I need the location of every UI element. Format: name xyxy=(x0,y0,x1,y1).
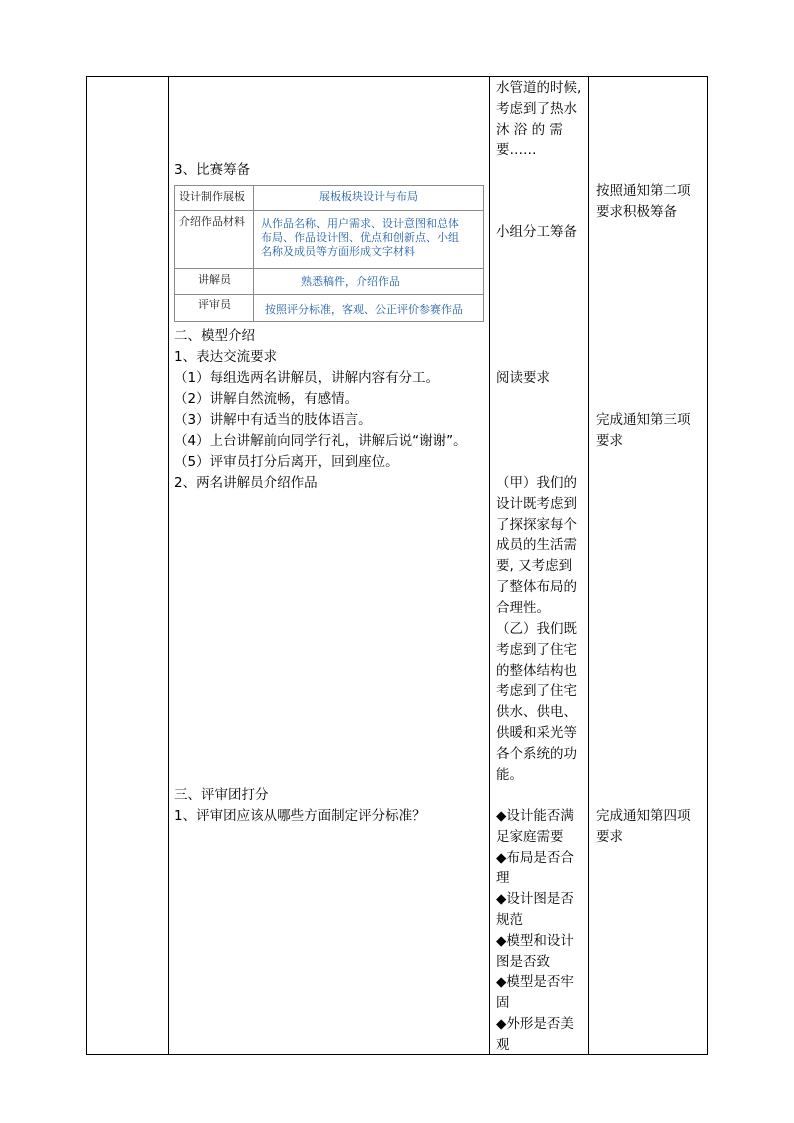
note-line: 要求 xyxy=(596,432,623,449)
activity-line: 水管道的时候, xyxy=(496,80,582,96)
section-competition-prep-title: 3、比赛筹备 xyxy=(174,162,251,178)
prep-label-narrator: 讲解员 xyxy=(198,273,231,286)
activity-line: 供暖和采光等 xyxy=(496,724,577,741)
note-judging xyxy=(596,806,706,848)
prep-value-material-line: 从作品名称、用户需求、设计意图和总体 xyxy=(261,217,459,230)
criteria-line: 固 xyxy=(496,995,510,1012)
activity-line: 能。 xyxy=(496,766,523,783)
requirement-item: （1）每组选两名讲解员，讲解内容有分工。 xyxy=(174,370,440,386)
prep-table-row-line xyxy=(175,210,483,211)
table-bottom-border xyxy=(86,1054,708,1055)
section-model-intro-title: 二、模型介绍 xyxy=(174,328,255,344)
prep-value-material-line: 名称及成员等方面形成文字材料 xyxy=(261,245,415,258)
table-top-border xyxy=(86,76,708,77)
prep-value-board: 展板板块设计与布局 xyxy=(319,190,418,203)
prep-table-row-line xyxy=(175,268,483,269)
activity-line: 要…… xyxy=(496,142,537,159)
activity-line: 小组分工筹备 xyxy=(496,224,577,240)
prep-label-board: 设计制作展板 xyxy=(179,190,245,203)
activity-line: 考虑到了热水 xyxy=(496,100,577,117)
criteria-line: 观 xyxy=(496,1036,510,1053)
note-line: 要求 xyxy=(596,828,623,845)
prep-table-row-line xyxy=(175,294,483,295)
criteria-line: 图是否致 xyxy=(496,953,550,970)
column-divider-2 xyxy=(489,76,490,1055)
activity-line: 沐 浴 的 需 xyxy=(496,121,563,138)
read-requirements-text xyxy=(496,368,586,389)
activity-line: 要, 又考虑到 xyxy=(496,558,573,575)
column-divider-3 xyxy=(588,76,589,1055)
sample-intro-jia xyxy=(496,473,586,619)
criteria-line: 足家庭需要 xyxy=(496,828,564,845)
prep-label-judge: 评审员 xyxy=(198,298,231,311)
table-left-border xyxy=(86,76,87,1055)
column-divider-1 xyxy=(168,76,169,1055)
note-prep xyxy=(596,181,706,223)
prep-table-divider xyxy=(253,186,254,321)
requirement-item: （2）讲解自然流畅，有感情。 xyxy=(174,391,359,407)
criteria-line: 理 xyxy=(496,870,510,887)
prep-value-narrator: 熟悉稿件，介绍作品 xyxy=(301,275,400,288)
prep-table xyxy=(174,185,484,322)
section-judging-title: 三、评审团打分 xyxy=(174,787,269,803)
criteria-line: ◆模型是否牢 xyxy=(496,974,574,991)
judging-criteria-list xyxy=(496,806,586,1056)
note-intro xyxy=(596,410,706,452)
expression-requirements-title: 1、表达交流要求 xyxy=(174,349,278,365)
activity-line: 了探探家每个 xyxy=(496,516,577,533)
prep-value-material-line: 布局、作品设计图、优点和创新点、小组 xyxy=(261,231,459,244)
criteria-line: 规范 xyxy=(496,911,523,928)
judging-question: 1、评审团应该从哪些方面制定评分标准？ xyxy=(174,808,426,824)
activity-line: 设计既考虑到 xyxy=(496,495,577,512)
activity-line: 成员的生活需 xyxy=(496,537,577,554)
criteria-line: ◆布局是否合 xyxy=(496,849,574,866)
narrators-intro-title: 2、两名讲解员介绍作品 xyxy=(174,475,318,491)
note-line: 按照通知第二项 xyxy=(596,183,691,199)
requirement-item: （4）上台讲解前向同学行礼，讲解后说“谢谢”。 xyxy=(174,433,467,449)
activity-line: 合理性。 xyxy=(496,599,550,616)
criteria-line: ◆外形是否美 xyxy=(496,1015,574,1032)
activity-line: 供水、供电、 xyxy=(496,704,577,721)
note-line: 完成通知第四项 xyxy=(596,808,691,824)
requirement-item: （3）讲解中有适当的肢体语言。 xyxy=(174,412,372,428)
criteria-line: ◆模型和设计 xyxy=(496,932,574,949)
criteria-line: ◆设计能否满 xyxy=(496,808,574,824)
prep-label-material: 介绍作品材料 xyxy=(179,215,245,228)
activity-line: 考虑到了住宅 xyxy=(496,683,577,700)
prep-value-judge: 按照评分标准，客观、公正评价参赛作品 xyxy=(265,303,463,316)
requirement-item: （5）评审员打分后离开，回到座位。 xyxy=(174,454,399,470)
criteria-line: ◆设计图是否 xyxy=(496,891,574,908)
activity-line: （乙）我们既 xyxy=(496,621,577,637)
table-right-border xyxy=(707,76,708,1055)
activity-line: 的整体结构也 xyxy=(496,662,577,679)
note-line: 完成通知第三项 xyxy=(596,412,691,428)
activity-line: 阅读要求 xyxy=(496,370,550,386)
note-line: 要求积极筹备 xyxy=(596,203,677,220)
sample-intro-yi xyxy=(496,619,586,785)
activity-line: 各个系统的功 xyxy=(496,745,577,762)
activity-line: 了整体布局的 xyxy=(496,578,577,595)
student-activity-top xyxy=(496,78,586,161)
activity-line: 考虑到了住宅 xyxy=(496,641,577,658)
activity-line: （甲）我们的 xyxy=(496,475,577,491)
group-prep-text xyxy=(496,222,586,243)
